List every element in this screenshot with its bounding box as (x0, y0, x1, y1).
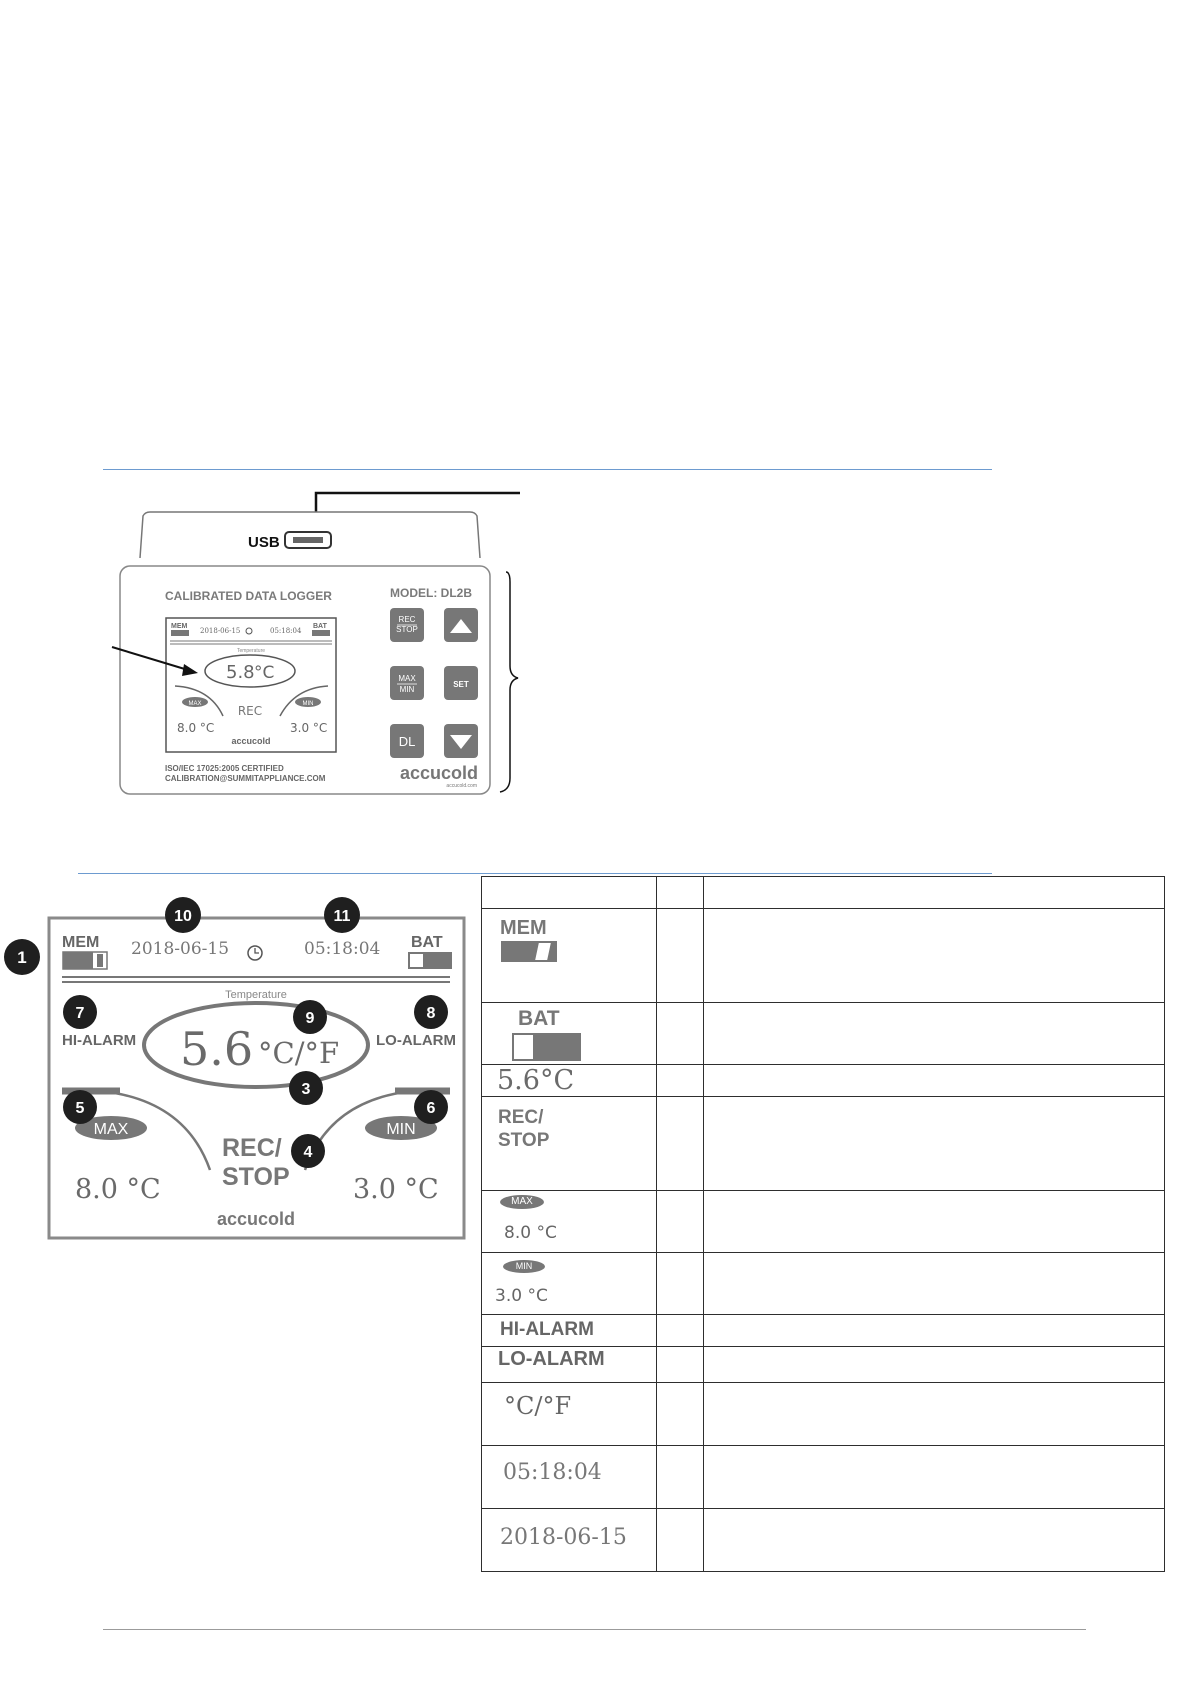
screen-max-label: MAX (188, 701, 202, 707)
legend-hi-alarm-label: HI-ALARM (500, 1319, 594, 1340)
screen-date: 2018-06-15 (200, 627, 241, 635)
callout-1 (4, 939, 40, 975)
arrow-head-icon (182, 664, 198, 676)
legend-bat-label: BAT (518, 1007, 560, 1030)
display-max-label: MAX (93, 1121, 129, 1138)
table-row (482, 1383, 1165, 1446)
svg-text:1: 1 (17, 948, 27, 967)
footer-rule (103, 1629, 1086, 1630)
display-stop: STOP (222, 1163, 290, 1191)
legend-min-value: 3.0 °C (495, 1286, 548, 1306)
legend-min-pill: MIN (503, 1260, 545, 1273)
svg-text:DL: DL (398, 734, 416, 749)
legend-symbol-hi-alarm (482, 1315, 657, 1347)
legend-stop-label: STOP (498, 1130, 550, 1151)
legend-time-value: 05:18:04 (503, 1460, 602, 1485)
legend-symbol-min (482, 1253, 657, 1315)
screen-min-label: MIN (302, 701, 314, 707)
legend-symbol-temp (482, 1065, 657, 1097)
svg-text:9: 9 (305, 1010, 315, 1027)
display-mem-label: MEM (62, 934, 100, 951)
legend-max-value: 8.0 °C (504, 1223, 557, 1243)
legend-symbol-bat (482, 1003, 657, 1065)
svg-text:3: 3 (301, 1081, 311, 1098)
device-logo-url: accucold.com (446, 783, 477, 789)
display-bat-label: BAT (411, 934, 443, 951)
cert-line-2: CALIBRATION@SUMMITAPPLIANCE.COM (165, 774, 326, 783)
svg-text:REC: REC (398, 615, 416, 624)
dl-button[interactable] (390, 724, 424, 758)
legend-temp-value: 5.6°C (497, 1065, 575, 1096)
screen-mem-label: MEM (171, 623, 188, 630)
usb-port-slot (293, 537, 323, 543)
screen-temp-caption: Temperature (236, 648, 266, 654)
callout-11 (324, 897, 360, 933)
legend-date-value: 2018-06-15 (500, 1525, 627, 1550)
svg-text:SET: SET (453, 680, 469, 689)
svg-text:STOP: STOP (396, 625, 418, 634)
rec-stop-button[interactable] (390, 608, 424, 642)
svg-text:8: 8 (426, 1005, 436, 1022)
table-row (482, 1097, 1165, 1191)
display-temp-value: 5.6 (180, 1022, 254, 1076)
screen-logo: accucold (231, 736, 271, 746)
display-time: 05:18:04 (304, 939, 381, 959)
svg-text:4: 4 (303, 1144, 313, 1161)
callout-8 (414, 995, 448, 1029)
legend-mem-gauge (501, 941, 557, 962)
cert-line-1: ISO/IEC 17025:2005 CERTIFIED (165, 764, 284, 773)
symbol-legend-table (481, 876, 1165, 1572)
screen-time: 05:18:04 (270, 627, 302, 635)
table-row (482, 1315, 1165, 1347)
legend-symbol-time (482, 1446, 657, 1509)
display-min-label: MIN (386, 1121, 416, 1138)
screen-unit: °C (254, 663, 275, 683)
section-rule-middle (78, 873, 992, 874)
table-row (482, 1509, 1165, 1572)
svg-text:MAX: MAX (398, 674, 416, 683)
screen-temp: 5.8 (226, 662, 255, 683)
svg-text:7: 7 (75, 1005, 85, 1022)
section-rule-top (103, 469, 992, 470)
legend-mem-label: MEM (500, 917, 547, 939)
usb-label: USB (248, 534, 280, 551)
display-rec: REC/ (222, 1134, 282, 1162)
screen-mem-bar (171, 630, 189, 636)
down-button[interactable] (444, 724, 478, 758)
legend-max-pill: MAX (500, 1195, 544, 1209)
screen-rec: REC (237, 704, 263, 718)
display-date: 2018-06-15 (131, 939, 230, 959)
set-button[interactable] (444, 666, 478, 700)
svg-text:10: 10 (174, 908, 192, 925)
brand-line: CALIBRATED DATA LOGGER (165, 589, 332, 603)
display-unit: °C/°F (258, 1036, 340, 1070)
screen-max-value: 8.0 °C (177, 721, 215, 735)
table-row (482, 1253, 1165, 1315)
temp-caption: Temperature (225, 989, 287, 1001)
svg-text:MIN: MIN (399, 685, 415, 694)
legend-symbol-lo-alarm (482, 1347, 657, 1383)
callout-10 (165, 897, 201, 933)
button-group-brace (500, 572, 518, 792)
table-row (482, 1191, 1165, 1253)
display-max-value: 8.0 °C (75, 1174, 161, 1205)
callout-4 (291, 1134, 325, 1168)
legend-unit-label: °C/°F (504, 1392, 572, 1420)
screen-pointer (0, 640, 220, 690)
lo-alarm-label: LO-ALARM (376, 1032, 456, 1049)
table-row (482, 1446, 1165, 1509)
up-button[interactable] (444, 608, 478, 642)
table-header-row (482, 877, 1165, 909)
table-row (482, 1003, 1165, 1065)
display-logo: accucold (216, 1209, 296, 1229)
callout-3 (289, 1071, 323, 1105)
legend-symbol-mem (482, 909, 657, 1003)
screen-bat-bar (312, 630, 330, 636)
callout-9 (293, 1000, 327, 1034)
table-row (482, 909, 1165, 1003)
legend-symbol-max (482, 1191, 657, 1253)
legend-lo-alarm-label: LO-ALARM (498, 1348, 605, 1370)
legend-rec-label: REC/ (498, 1107, 544, 1128)
legend-bat-gauge (512, 1033, 581, 1061)
screen-min-value: 3.0 °C (290, 721, 328, 735)
callout-7 (63, 995, 97, 1029)
device-logo: accucold (399, 763, 478, 783)
display-min-value: 3.0 °C (353, 1174, 439, 1205)
svg-text:5: 5 (75, 1100, 85, 1117)
legend-symbol-date (482, 1509, 657, 1572)
svg-text:6: 6 (426, 1100, 436, 1117)
svg-text:11: 11 (333, 908, 351, 925)
screen-bat-label: BAT (313, 623, 327, 630)
hi-alarm-label: HI-ALARM (62, 1032, 137, 1049)
callout-6 (414, 1090, 448, 1124)
table-row (482, 1065, 1165, 1097)
model-label: MODEL: DL2B (390, 586, 472, 600)
legend-symbol-unit (482, 1383, 657, 1446)
legend-symbol-recstop (482, 1097, 657, 1191)
max-min-button[interactable] (390, 666, 424, 700)
enlarged-display-diagram (0, 895, 470, 1255)
table-row (482, 1347, 1165, 1383)
callout-5 (63, 1090, 97, 1124)
